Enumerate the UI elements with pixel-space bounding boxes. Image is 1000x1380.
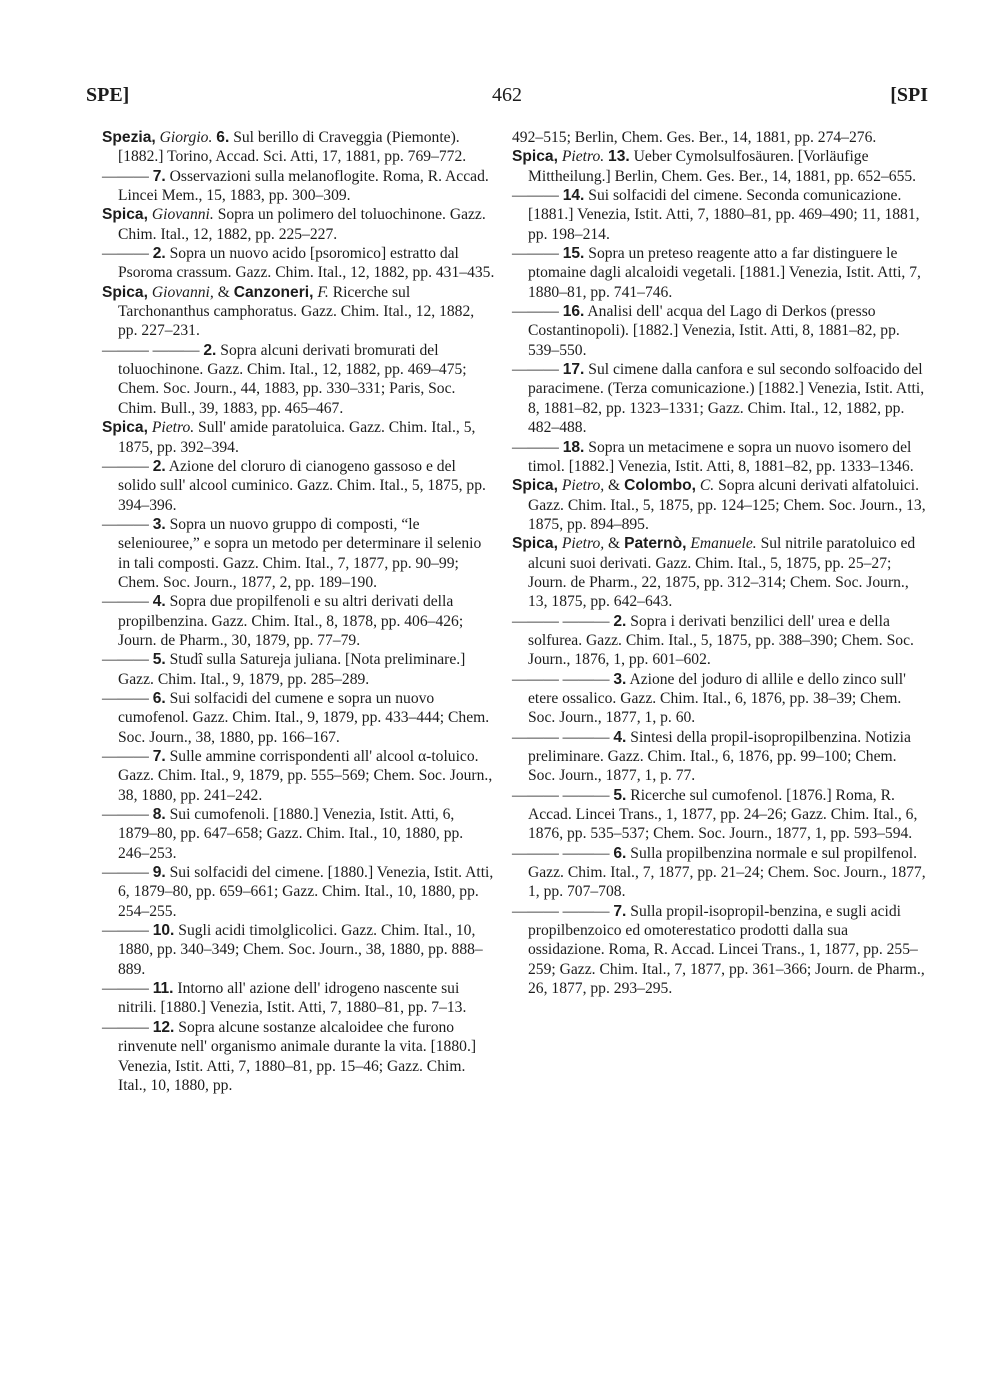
entry-author: Spezia,: [102, 129, 156, 146]
entry-number: 15.: [562, 245, 585, 263]
entry-coauthor: Canzoneri,: [233, 283, 314, 301]
entry-text: Sugli acidi timolglicolici. Gazz. Chim. Ital., 10, 1880, pp. 340–349; Chem. Soc. Journ., 38, 1880, pp. 888–889.: [118, 922, 483, 978]
bibliography-entry: [512, 612, 926, 670]
entry-number: 4.: [152, 593, 166, 611]
repeat-dash: ———: [102, 980, 149, 998]
bibliography-entry: [102, 205, 496, 244]
entry-number: 2.: [152, 245, 166, 263]
entry-number: 13.: [608, 148, 630, 166]
entry-text: Sopra un nuovo acido [psoromico] estratto dal Psoroma crassum. Gazz. Chim. Ital., 12, 1882, pp. 431–435.: [118, 245, 495, 282]
header-right-guide: [SPI: [890, 84, 928, 106]
repeat-dash: ——— ———: [512, 902, 610, 920]
entry-number: 18.: [562, 438, 585, 456]
bibliography-entry: [512, 670, 926, 728]
entry-number: 12.: [152, 1018, 175, 1036]
entry-text: Osservazioni sulla melanoflogite. Roma, R. Accad. Lincei Mem., 15, 1883, pp. 300–309.: [118, 167, 489, 205]
entry-number: 8.: [152, 806, 166, 824]
coauthor-ampersand: &: [217, 283, 230, 301]
entry-text: Studî sulla Satureja juliana. [Nota preliminare.] Gazz. Chim. Ital., 9, 1879, pp. 285–289.: [118, 651, 466, 688]
entry-number: 11.: [152, 980, 174, 998]
entry-text: Sulla propil-isopropil-benzina, e sugli acidi propilbenzoico ed omoterestatico prodotti dalla sua ossidazione. Roma, R. Accad. Lincei Trans., 1, 1877, pp. 255–259; Gazz. Chim. Ital., 7, 1877, pp. 361–366; Journ. de Pharm., 26, 1877, pp. 293–295.: [528, 902, 925, 998]
entry-number: 6.: [613, 844, 627, 862]
bibliography-entry: [102, 863, 496, 921]
repeat-dash: ——— ———: [512, 612, 610, 630]
entry-text: Azione del joduro di allile e dello zinco sull' etere ossalico. Gazz. Chim. Ital., 6, 1876, pp. 38–39; Chem. Soc. Journ., 1877, 1, p. 60.: [528, 670, 906, 727]
entry-number: 5.: [152, 651, 166, 669]
entry-text: Sopra un polimero del toluochinone. Gazz. Chim. Ital., 12, 1882, pp. 225–227.: [118, 206, 486, 243]
entry-given-name: Giovanni.: [151, 206, 214, 224]
bibliography-entry: [102, 167, 496, 206]
entry-coauthor-given-name: Emanuele.: [690, 535, 757, 553]
entry-coauthor-given-name: C.: [699, 477, 715, 495]
entry-number: 7.: [152, 167, 166, 185]
entry-number: 17.: [562, 361, 585, 379]
bibliography-entry: [102, 805, 496, 863]
repeat-dash: ———: [102, 748, 149, 765]
repeat-dash: ———: [102, 1018, 149, 1036]
entry-coauthor-given-name: F.: [317, 283, 329, 301]
bibliography-entry: [102, 341, 496, 418]
bibliography-entry: [512, 244, 926, 302]
entry-text: Sul berillo di Craveggia (Piemonte). [1882.] Torino, Accad. Sci. Atti, 17, 1881, pp. 769–772.: [118, 129, 467, 166]
entry-text: Sopra un preteso reagente atto a far distinguere le ptomaine dagli alcaloidi vegetali. [1881.] Venezia, Istit. Atti, 7, 1880–81, pp. 741–746.: [528, 245, 921, 301]
bibliography-entry: [512, 438, 926, 477]
repeat-dash: ———: [512, 361, 559, 379]
bibliography-entry: [102, 1018, 496, 1095]
bibliography-entry: [102, 650, 496, 689]
entry-author: Spica,: [102, 419, 148, 437]
entry-number: 4.: [613, 728, 627, 746]
entry-number: 10.: [152, 922, 175, 940]
entry-author: Spica,: [512, 535, 558, 553]
bibliography-entry: [512, 128, 926, 147]
bibliography-entry: [512, 534, 926, 611]
repeat-dash: ———: [102, 922, 149, 940]
repeat-dash: ——— ———: [512, 670, 610, 688]
bibliography-entry: [512, 147, 926, 186]
entry-coauthor: Paternò,: [624, 535, 687, 553]
entry-number: 3.: [613, 670, 627, 688]
repeat-dash: ———: [512, 187, 559, 205]
repeat-dash: ———: [102, 689, 149, 707]
bibliography-entry: [102, 689, 496, 747]
repeat-dash: ———: [102, 515, 149, 533]
entry-number: 7.: [152, 748, 166, 765]
entry-text: Sui cumofenoli. [1880.] Venezia, Istit. Atti, 6, 1879–80, pp. 647–658; Gazz. Chim. Ital., 10, 1880, pp. 246–253.: [118, 806, 464, 862]
repeat-dash: ——— ———: [512, 844, 610, 862]
entry-text: Sui solfacidi del cumene e sopra un nuovo cumofenol. Gazz. Chim. Ital., 9, 1879, pp. 433–444; Chem. Soc. Journ., 38, 1880, pp. 166–167.: [118, 689, 490, 746]
entry-number: 2.: [613, 612, 627, 630]
bibliography-entry: [512, 476, 926, 534]
bibliography-entry: [512, 844, 926, 902]
bibliography-entry: [102, 747, 496, 805]
bibliography-entry: [102, 244, 496, 283]
entry-given-name: Pietro,: [561, 535, 605, 553]
entry-text: Sopra un nuovo gruppo di composti, “le seleniouree,” e sopra un metodo per determinare il selenio in tali composti. Gazz. Chim. Ital., 7, 1877, pp. 90–99; Chem. Soc. Journ., 1877, 2, pp. 189–190.: [118, 515, 482, 591]
entry-number: 3.: [152, 515, 166, 533]
entry-given-name: Pietro,: [561, 477, 605, 495]
entry-number: 7.: [613, 902, 627, 920]
bibliography-entry: [102, 128, 496, 167]
bibliography-entry: [102, 515, 496, 592]
entry-number: 2.: [152, 457, 166, 475]
entry-number: 9.: [152, 864, 166, 882]
bibliography-entry: [512, 360, 926, 437]
entry-number: 2.: [203, 341, 217, 359]
bibliography-entry: [102, 921, 496, 979]
entry-number: 14.: [562, 187, 585, 205]
entry-given-name: Pietro.: [151, 419, 195, 437]
repeat-dash: ——— ———: [512, 728, 610, 746]
bibliography-entry: [102, 592, 496, 650]
entry-author: Spica,: [512, 477, 558, 495]
entry-author: Spica,: [512, 148, 558, 166]
entry-text: Sul nitrile paratoluico ed alcuni suoi derivati. Gazz. Chim. Ital., 5, 1875, pp. 25–27; Journ. de Pharm., 22, 1875, pp. 312–314; Chem. Soc. Journ., 13, 1875, pp. 642–643.: [528, 535, 916, 611]
repeat-dash: ——— ———: [512, 786, 610, 804]
entry-text: Ueber Cymolsulfosäuren. [Vorläufige Mittheilung.] Berlin, Chem. Ges. Ber., 14, 1881, pp. 652–655.: [528, 148, 917, 185]
bibliography-entry: [512, 902, 926, 999]
repeat-dash: ———: [102, 593, 149, 611]
bibliography-entry: [102, 979, 496, 1018]
repeat-dash: ———: [102, 864, 149, 882]
entry-text: Sui solfacidi del cimene. [1880.] Venezia, Istit. Atti, 6, 1879–80, pp. 659–661; Gazz. Chim. Ital., 10, 1880, pp. 254–255.: [118, 864, 494, 920]
entry-number: 6.: [152, 689, 166, 707]
entry-coauthor: Colombo,: [624, 477, 696, 495]
entry-given-name: Giorgio.: [159, 129, 213, 146]
entry-author: Spica,: [102, 206, 148, 224]
repeat-dash: ———: [102, 245, 149, 263]
bibliography-entry: [102, 418, 496, 457]
repeat-dash: ———: [512, 438, 559, 456]
entry-number: 6.: [216, 129, 230, 146]
entry-text: Sopra alcune sostanze alcaloidee che furono rinvenute nell' organismo animale durante la vita. [1880.] Venezia, Istit. Atti, 7, 1880–81, pp. 15–46; Gazz. Chim. Ital., 10, 1880, pp.: [118, 1018, 477, 1094]
repeat-dash: ———: [102, 457, 149, 475]
entry-given-name: Giovanni,: [151, 283, 214, 301]
entry-text: Sopra due propilfenoli e su altri derivati della propilbenzina. Gazz. Chim. Ital., 8, 1878, pp. 406–426; Journ. de Pharm., 30, 1879, pp. 77–79.: [118, 593, 464, 649]
entry-text: Azione del cloruro di cianogeno gassoso e del solido sull' alcool cuminico. Gazz. Chim. Ital., 5, 1875, pp. 394–396.: [118, 457, 486, 514]
entry-text: Intorno all' azione dell' idrogeno nascente sui nitrili. [1880.] Venezia, Istit. Atti, 7, 1880–81, pp. 7–13.: [118, 980, 467, 1017]
bibliography-entry: [512, 786, 926, 844]
repeat-dash: ———: [102, 806, 149, 824]
entry-text: Sulle ammine corrispondenti all' alcool α-toluico. Gazz. Chim. Ital., 9, 1879, pp. 555–569; Chem. Soc. Journ., 38, 1880, pp. 241–242.: [118, 748, 493, 804]
bibliography-entry: [512, 302, 926, 360]
coauthor-ampersand: &: [608, 477, 621, 495]
repeat-dash: ———: [102, 167, 149, 185]
running-header: [86, 84, 928, 114]
entry-author: Spica,: [102, 283, 148, 301]
bibliography-entry: [102, 457, 496, 515]
entry-text: Sopra un metacimene e sopra un nuovo isomero del timol. [1882.] Venezia, Istit. Atti, 8, 1881–82, pp. 1333–1346.: [528, 438, 914, 475]
entry-text: Sopra i derivati benzilici dell' urea e della solfurea. Gazz. Chim. Ital., 5, 1875, pp. 388–390; Chem. Soc. Journ., 1876, 1, pp. 601–602.: [528, 612, 914, 669]
repeat-dash: ———: [512, 245, 559, 263]
bibliography-entry: [512, 186, 926, 244]
repeat-dash: ——— ———: [102, 341, 200, 359]
entry-text: Analisi dell' acqua del Lago di Derkos (presso Costantinopoli). [1882.] Venezia, Istit. Atti, 8, 1881–82, pp. 539–550.: [528, 303, 900, 359]
coauthor-ampersand: &: [608, 535, 621, 553]
left-column: [102, 128, 496, 1095]
entry-text: Sopra alcuni derivati bromurati del toluochinone. Gazz. Chim. Ital., 12, 1882, pp. 469–475; Chem. Soc. Journ., 44, 1883, pp. 330–331; Paris, Soc. Chim. Bull., 39, 1883, pp. 465–467.: [118, 341, 467, 417]
entry-text: Sui solfacidi del cimene. Seconda comunicazione. [1881.] Venezia, Istit. Atti, 7, 1880–81, pp. 469–490; 11, 1881, pp. 198–214.: [528, 187, 920, 243]
right-column: [512, 128, 926, 998]
bibliography-entry: [102, 283, 496, 341]
entry-text: Ricerche sul Tarchonanthus camphoratus. Gazz. Chim. Ital., 12, 1882, pp. 227–231.: [118, 283, 475, 340]
entry-text: Sull' amide paratoluica. Gazz. Chim. Ital., 5, 1875, pp. 392–394.: [118, 419, 476, 456]
entry-text: Sintesi della propil-isopropilbenzina. Notizia preliminare. Gazz. Chim. Ital., 6, 1876, pp. 99–100; Chem. Soc. Journ., 1877, 1, p. 77.: [528, 728, 911, 785]
entry-text: Sopra alcuni derivati alfatoluici. Gazz. Chim. Ital., 5, 1875, pp. 124–125; Chem. Soc. Journ., 13, 1875, pp. 894–895.: [528, 477, 926, 533]
entry-number: 5.: [613, 786, 627, 804]
entry-text: Ricerche sul cumofenol. [1876.] Roma, R. Accad. Lincei Trans., 1, 1877, pp. 24–26; Gazz. Chim. Ital., 6, 1876, pp. 535–537; Chem. Soc. Journ., 1877, 1, pp. 593–594.: [528, 786, 918, 843]
entry-given-name: Pietro.: [561, 148, 605, 166]
repeat-dash: ———: [102, 651, 149, 669]
entry-text: 492–515; Berlin, Chem. Ges. Ber., 14, 1881, pp. 274–276.: [512, 129, 877, 146]
header-left-guide: SPE]: [86, 84, 130, 106]
entry-text: Sul cimene dalla canfora e sul secondo solfoacido del paracimene. (Terza comunicazione.) [1882.] Venezia, Istit. Atti, 8, 1881–82, pp. 1323–1331; Gazz. Chim. Ital., 12, 1882, pp. 482–488.: [528, 361, 925, 437]
entry-number: 16.: [562, 303, 585, 321]
repeat-dash: ———: [512, 303, 559, 321]
bibliography-entry: [512, 728, 926, 786]
entry-text: Sulla propilbenzina normale e sul propilfenol. Gazz. Chim. Ital., 7, 1877, pp. 21–24; Chem. Soc. Journ., 1877, 1, pp. 707–708.: [528, 844, 926, 901]
page-number: 462: [492, 84, 522, 106]
